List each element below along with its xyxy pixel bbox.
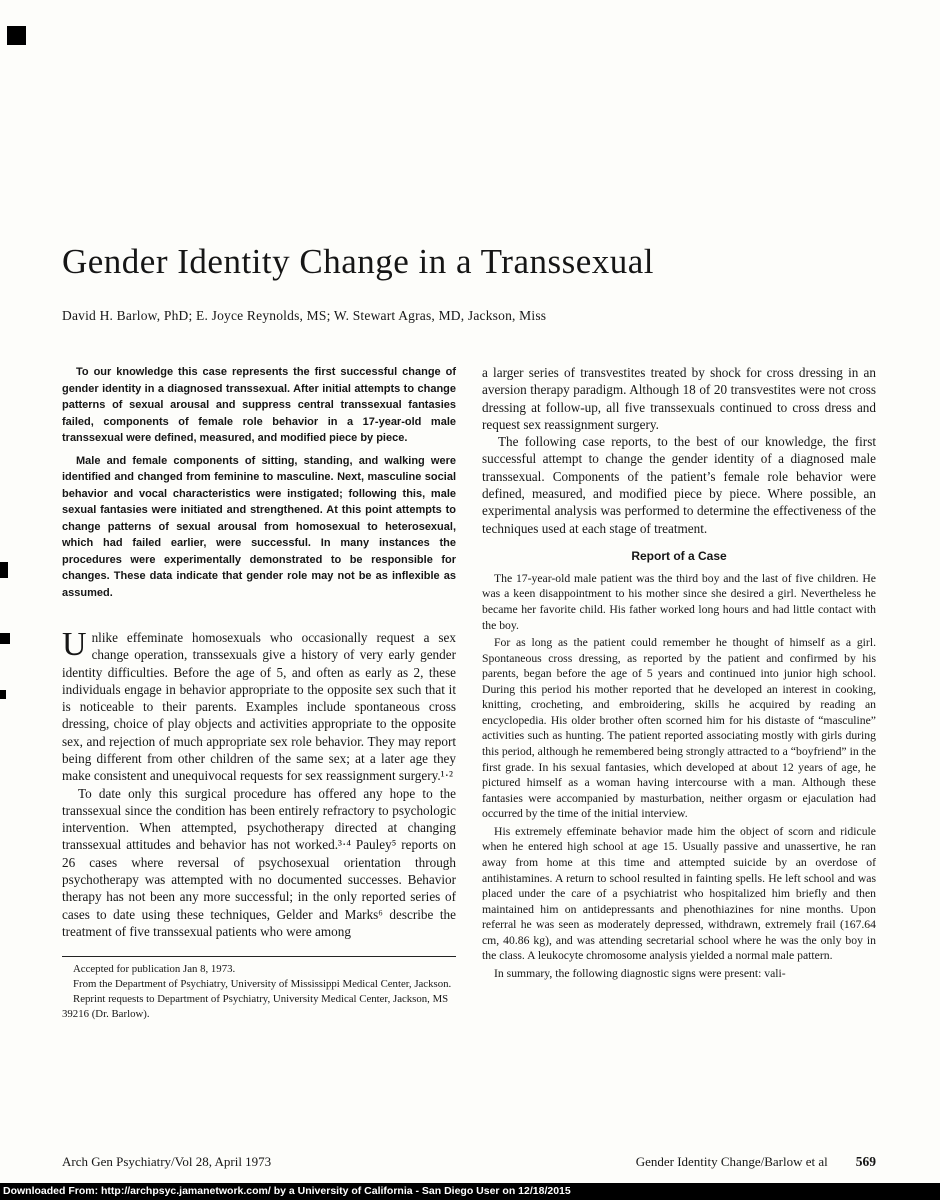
body-paragraph: To date only this surgical procedure has offered any hope to the transsexual since the condition has been entirely refractory to psychologic intervention. When attempted, psychotherapy directed at changing transsexual attitudes and behavior has not worked.³·⁴ Pauley⁵ reports on 26 cases where reversal of psychosexual orientation through psychotherapy was attempted with no documented successes. Behavior therapy has not been any more successful; in the only reported series of cases to date using these techniques, Gelder and Marks⁶ describe the treatment of five transsexual patients who were among <box>62 785 456 939</box>
page-number: 569 <box>855 1154 876 1169</box>
scan-artifact <box>0 690 6 699</box>
right-column <box>482 364 876 1022</box>
abstract-paragraph: To our knowledge this case represents the first successful change of gender identity in a diagnosed transsexual. After initial attempts to change patterns of sexual arousal and suppress central transsexual fantasies failed, components of female role behavior in a 17-year-old male transsexual were defined, measured, and modified piece by piece. <box>62 366 456 444</box>
scan-artifact <box>0 633 10 644</box>
download-attribution-bar: Downloaded From: http://archpsyc.jamanetwork.com/ by a University of California - San Diego User on 12/18/2015 <box>0 1183 940 1200</box>
body-paragraph: a larger series of transvestites treated by shock for cross dressing in an aversion therapy paradigm. Although 18 of 20 transvestites were not cross dressing at follow-up, all five transsexuals continued to cross dress and request sex reassignment surgery. <box>482 365 876 432</box>
footnote-line: Reprint requests to Department of Psychiatry, University Medical Center, Jackson, MS 39216 (Dr. Barlow). <box>62 992 449 1020</box>
footnote-line: Accepted for publication Jan 8, 1973. <box>73 963 236 976</box>
page-footer <box>62 1154 876 1170</box>
journal-citation: Arch Gen Psychiatry/Vol 28, April 1973 <box>62 1154 272 1169</box>
case-report-paragraph: In summary, the following diagnostic signs were present: vali- <box>494 966 786 980</box>
abstract-block <box>62 364 456 601</box>
section-heading: Report of a Case <box>631 548 727 563</box>
scan-artifact <box>0 562 8 578</box>
body-paragraph-text: nlike effeminate homosexuals who occasionally request a sex change operation, transsexuals give a history of very early gender identity difficulties. Before the age of 5, and often as early as 2, these individuals engage in behavior appropriate to the opposite sex such that it is noticeable to their parents. Examples include spontaneous cross dressing, choice of play objects and activities appropriate to the opposite sex, and rejection of much appropriate sex role behavior. They may report being different from other children of the same sex; at a later age they make consistent and unequivocal requests for sex reassignment surgery.¹·² <box>62 630 456 784</box>
left-column <box>62 364 456 1022</box>
running-title: Gender Identity Change/Barlow et al <box>635 1154 828 1169</box>
two-column-body <box>62 364 876 1022</box>
scan-artifact <box>7 26 26 45</box>
abstract-paragraph: Male and female components of sitting, standing, and walking were identified and changed from feminine to masculine. Next, masculine social behavior and vocal characteristics were instigated; following this, male sexual fantasies were initiated and strengthened. At this point attempts to change patterns of sexual arousal from homosexual to heterosexual, which had failed earlier, were successful. In many instances the procedures were experimentally demonstrated to be responsible for changes. These data indicate that gender role may not be as inflexible as assumed. <box>62 454 456 599</box>
drop-cap: U <box>62 626 87 663</box>
body-paragraph: The following case reports, to the best of our knowledge, the first successful attempt to change the gender identity of a diagnosed male transsexual. Components of the patient’s female role behavior were defined, measured, and modified piece by piece. Where possible, an experimental analysis was performed to determine the effectiveness of the techniques used at each stage of treatment. <box>482 434 876 536</box>
article-title: Gender Identity Change in a Transsexual <box>62 242 655 281</box>
case-report-paragraph: His extremely effeminate behavior made him the object of scorn and ridicule when he entered high school at age 15. Usually passive and unassertive, he ran away from home at this time and attempted suicide by an overdose of antihistamines. A return to school resulted in fainting spells. He left school and was placed under the care of a psychiatrist who hospitalized him briefly and then maintained him on antidepressants and phenothiazines for nine months. Upon referral he was seen as moderately depressed, withdrawn, extremely frail (167.64 cm, 40.86 kg), and was attending secretarial school where he was the only boy in the class. A leukocyte chromosome analysis yielded a normal male pattern. <box>482 824 876 963</box>
footnote-line: From the Department of Psychiatry, University of Mississippi Medical Center, Jackson. <box>73 977 452 990</box>
case-report-paragraph: The 17-year-old male patient was the third boy and the last of five children. He was a keen disappointment to his mother since she desired a girl. Nevertheless he became her favorite child. His father worked long hours and had little contact with the boy. <box>482 571 876 632</box>
footnote-block <box>62 956 456 1022</box>
authors-line: David H. Barlow, PhD; E. Joyce Reynolds, MS; W. Stewart Agras, MD, Jackson, Miss <box>62 308 547 323</box>
case-report-paragraph: For as long as the patient could remember he thought of himself as a girl. Spontaneous cross dressing, as reported by the patient and confirmed by his parents, began before the age of 5 years and continued into junior high school. During this period his mother reported that he developed an interest in cooking, knitting, crocheting, and embroidering, skills he acquired by reading an encyclopedia. His older brother often scorned him for his distaste of “masculine” activities such as hunting. The patient reported associating mostly with girls during this period, although he remembered being strongly attracted to a “boyfriend” in the first grade. In his sexual fantasies, which developed at about 12 years of age, he pictured himself as a woman having intercourse with a man. Although these fantasies were accompanied by masturbation, neither orgasm or ejaculation had occurred by the time of the initial interview. <box>482 636 876 821</box>
body-paragraph <box>62 626 456 785</box>
